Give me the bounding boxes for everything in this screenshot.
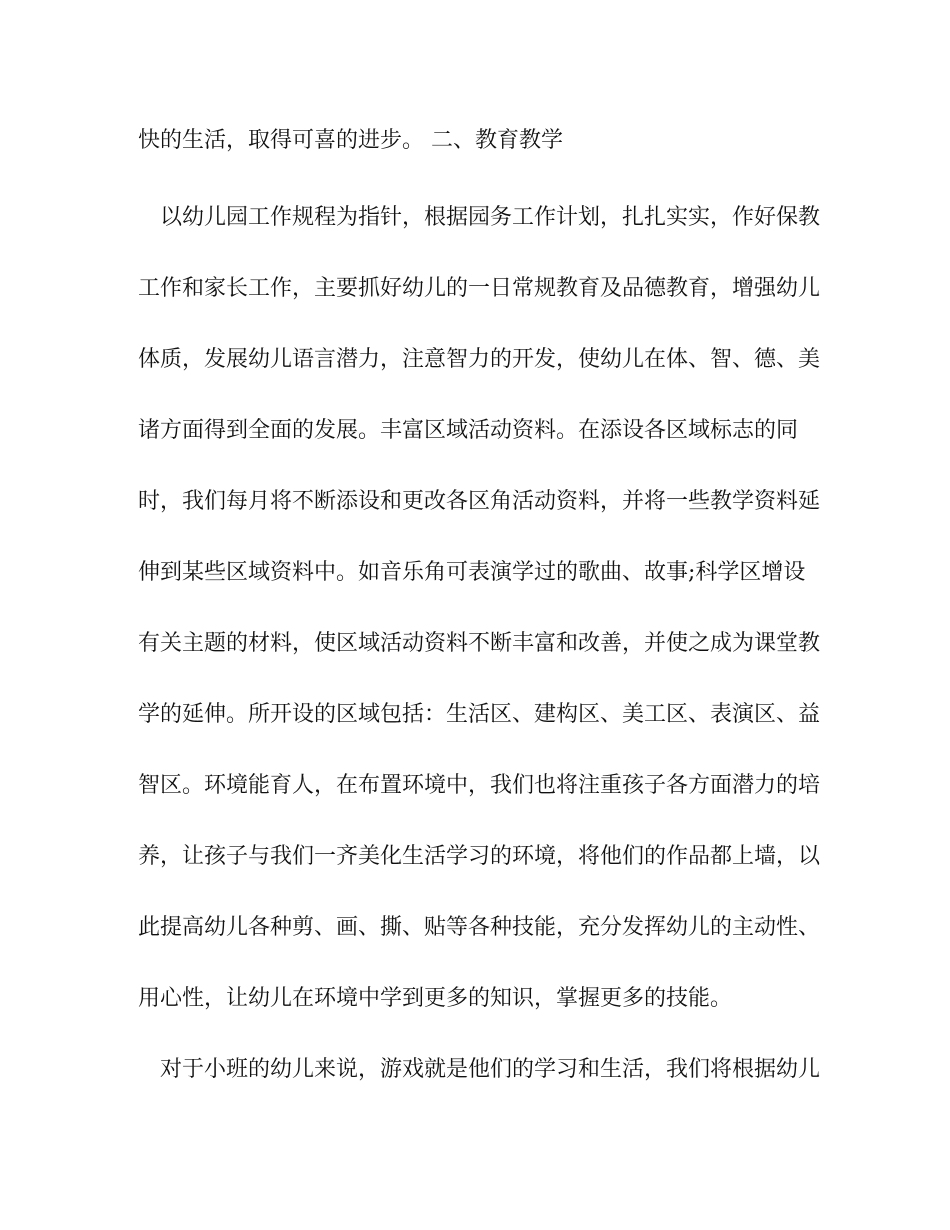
text-line-1: 快的生活，取得可喜的进步。 二、教育教学 xyxy=(138,128,563,153)
text-line-3: 工作和家长工作，主要抓好幼儿的一日常规教育及品德教育，增强幼儿 xyxy=(138,276,821,301)
paragraph-start-line-14: 对于小班的幼儿来说，游戏就是他们的学习和生活，我们将根据幼儿 xyxy=(160,1057,821,1082)
text-line-7: 伸到某些区域资料中。如音乐角可表演学过的歌曲、故事;科学区增设 xyxy=(138,560,806,585)
text-line-5: 诸方面得到全面的发展。丰富区域活动资料。在添设各区域标志的同 xyxy=(138,418,799,443)
text-line-12: 此提高幼儿各种剪、画、撕、贴等各种技能，充分发挥幼儿的主动性、 xyxy=(138,915,821,940)
text-line-8: 有关主题的材料，使区域活动资料不断丰富和改善，并使之成为课堂教 xyxy=(138,631,821,656)
text-line-13: 用心性，让幼儿在环境中学到更多的知识，掌握更多的技能。 xyxy=(138,986,733,1011)
text-line-6: 时，我们每月将不断添设和更改各区角活动资料，并将一些教学资料延 xyxy=(138,489,821,514)
text-line-10: 智区。环境能育人，在布置环境中，我们也将注重孩子各方面潜力的培 xyxy=(138,773,821,798)
text-line-11: 养，让孩子与我们一齐美化生活学习的环境，将他们的作品都上墙，以 xyxy=(138,844,821,869)
text-line-4: 体质，发展幼儿语言潜力，注意智力的开发，使幼儿在体、智、德、美 xyxy=(138,347,821,372)
paragraph-start-line-2: 以幼儿园工作规程为指针，根据园务工作计划，扎扎实实，作好保教 xyxy=(160,205,821,230)
text-line-9: 学的延伸。所开设的区域包括：生活区、建构区、美工区、表演区、益 xyxy=(138,702,821,727)
